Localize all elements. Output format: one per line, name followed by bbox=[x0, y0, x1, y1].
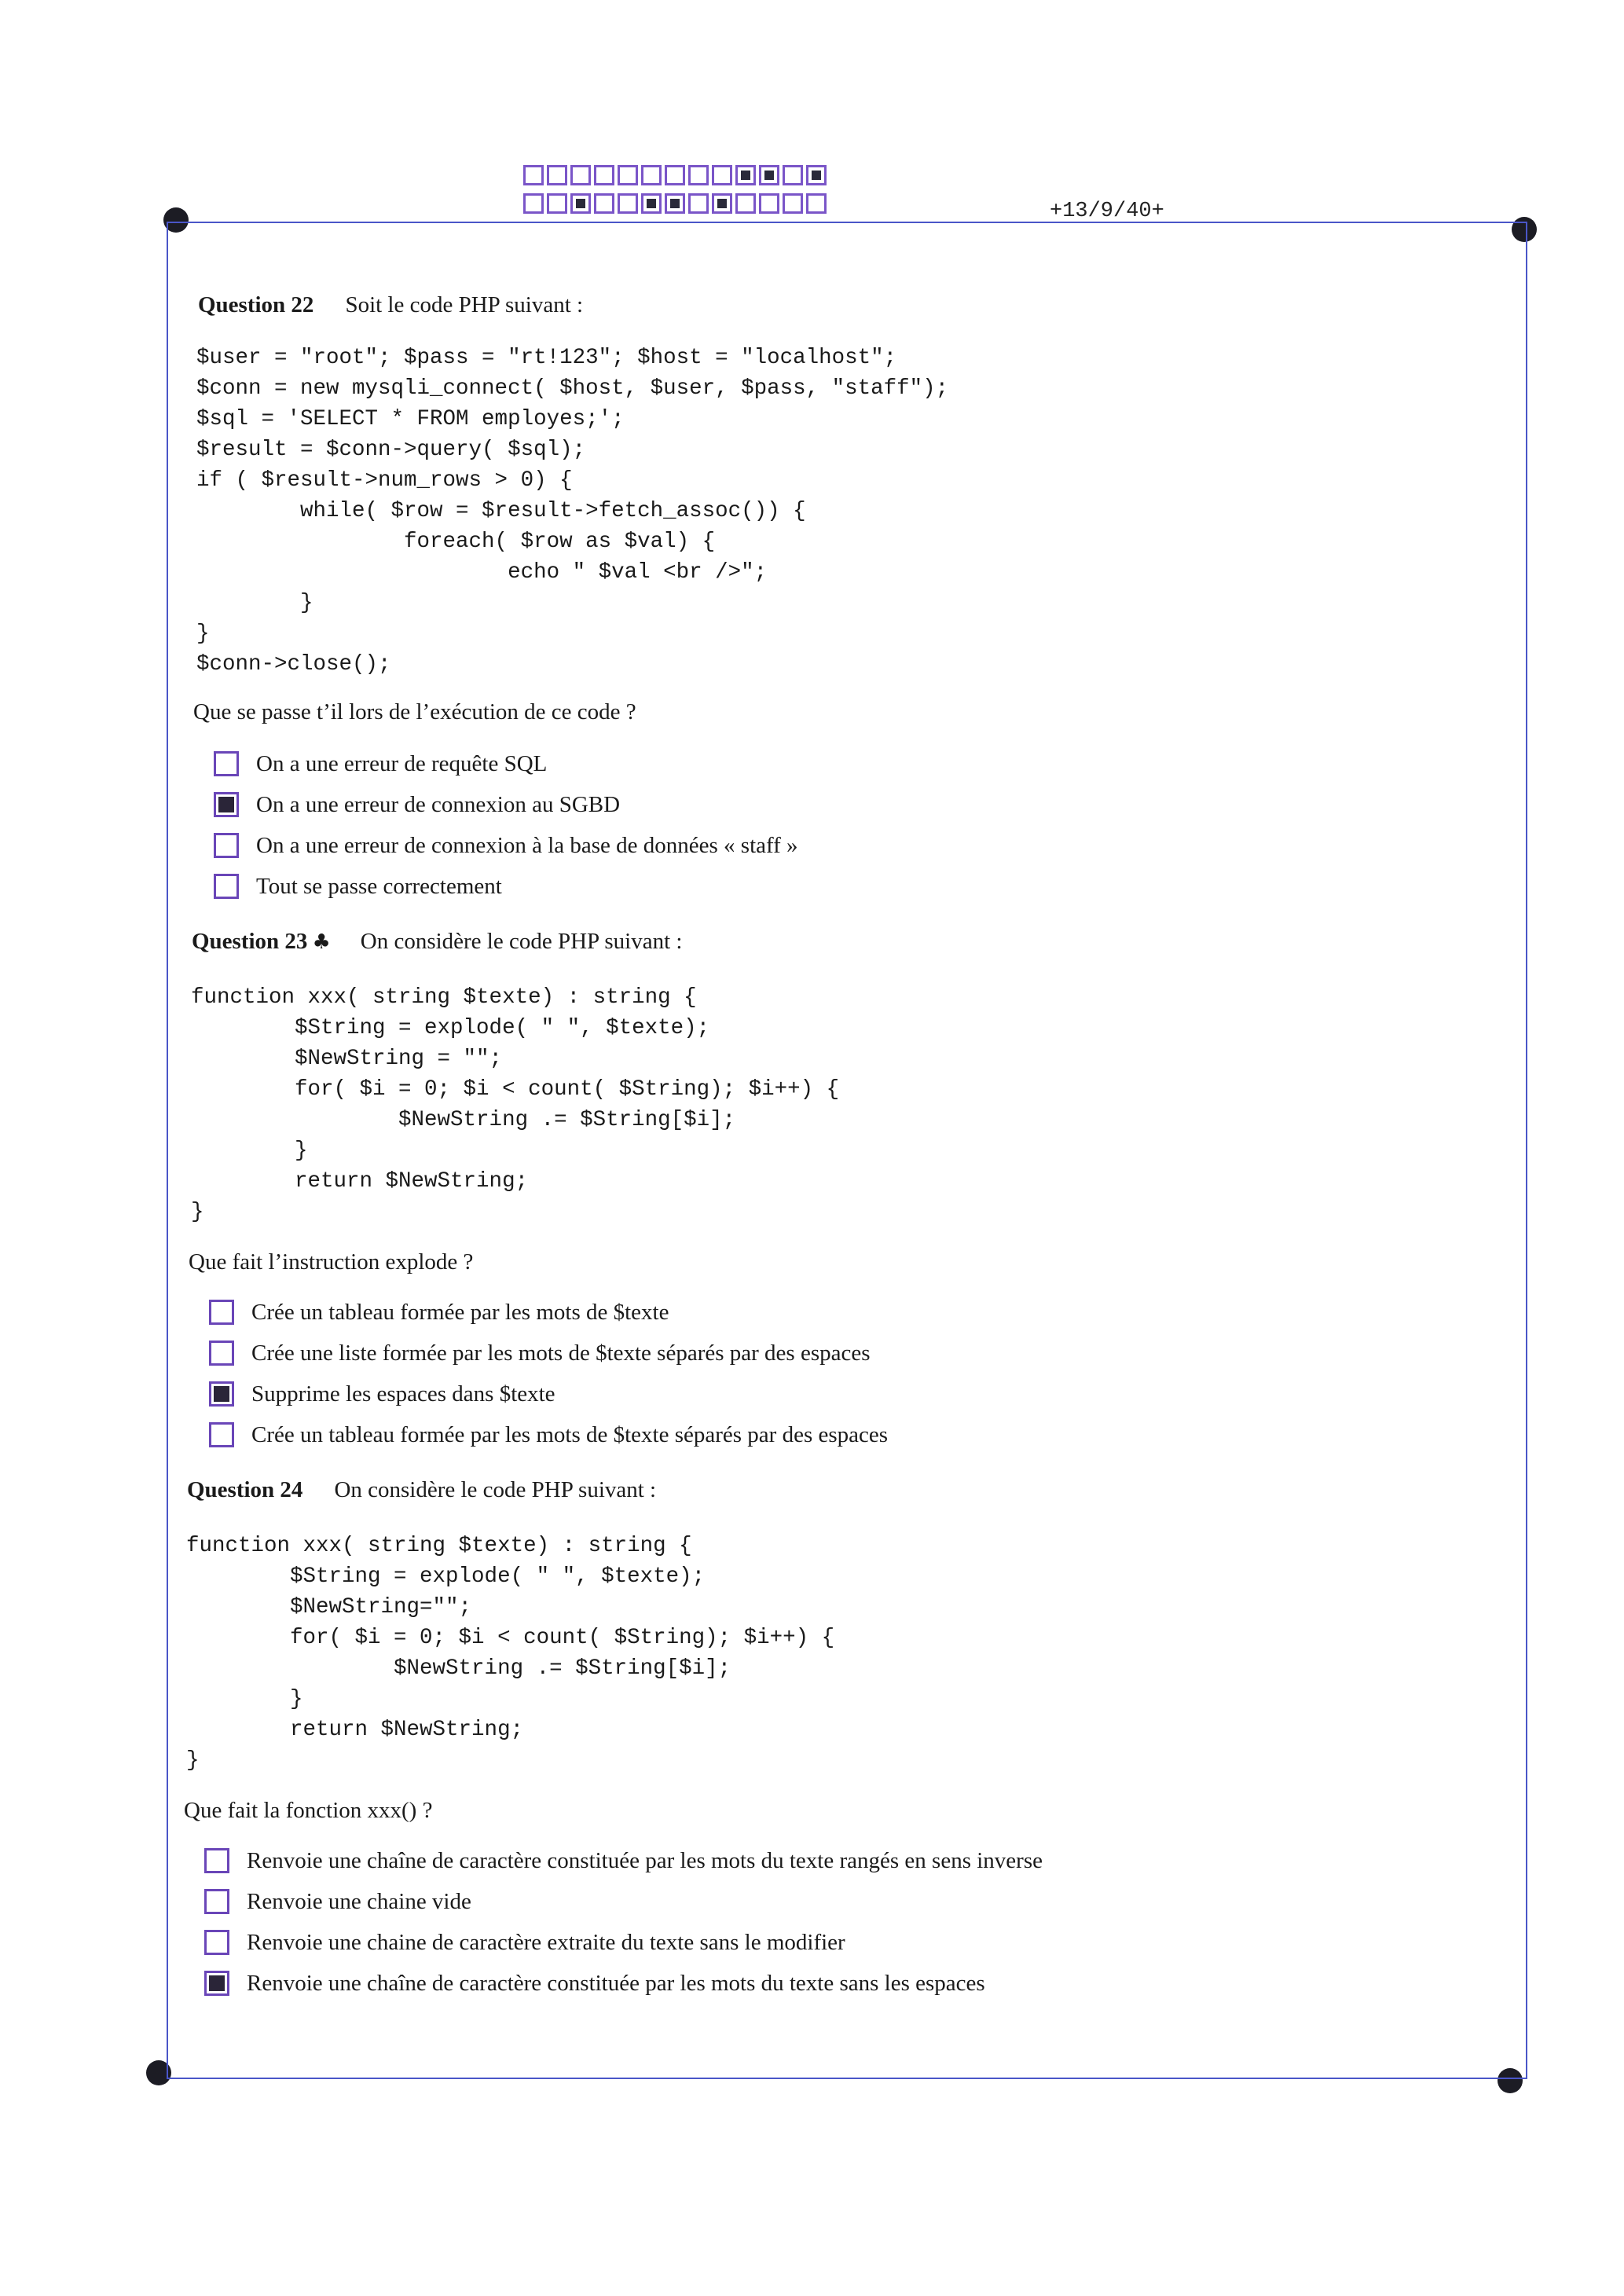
checkbox[interactable] bbox=[209, 1341, 234, 1366]
answer-label: Tout se passe correctement bbox=[256, 873, 502, 899]
answer-list bbox=[214, 743, 798, 907]
checkbox[interactable] bbox=[209, 1422, 234, 1447]
answer-label: Supprime les espaces dans $texte bbox=[251, 1381, 555, 1407]
checkbox[interactable] bbox=[214, 751, 239, 776]
checkbox[interactable] bbox=[209, 1300, 234, 1325]
answer-option[interactable] bbox=[204, 1963, 1043, 2004]
question-intro: Soit le code PHP suivant : bbox=[345, 292, 584, 317]
question-number: Question 24 bbox=[187, 1477, 303, 1502]
checkbox[interactable] bbox=[214, 874, 239, 899]
code-block: $user = "root"; $pass = "rt!123"; $host = "localhost"; $conn = new mysqli_connect( $host, $user, $pass, "staff"); $sql = 'SELECT * FROM employes;'; $result = $conn->query( $sql); if ( $result->num_rows > 0) { while( $row = $result->fetch_assoc()) { foreach( $row as $val) { echo " $val <br />"; } } $conn->close(); bbox=[196, 346, 949, 677]
question-23-header bbox=[192, 929, 682, 955]
checkbox[interactable] bbox=[204, 1848, 229, 1873]
answer-label: On a une erreur de connexion à la base de données « staff » bbox=[256, 832, 798, 858]
page-id-code: +13/9/40+ bbox=[1050, 200, 1164, 223]
answer-list bbox=[204, 1840, 1043, 2004]
club-icon: ♣ bbox=[312, 930, 331, 954]
checkbox[interactable] bbox=[214, 833, 239, 858]
answer-label: Renvoie une chaîne de caractère constituée par les mots du texte sans les espaces bbox=[247, 1970, 985, 1996]
answer-option[interactable] bbox=[214, 825, 798, 866]
answer-label: On a une erreur de connexion au SGBD bbox=[256, 791, 621, 817]
answer-option[interactable] bbox=[204, 1922, 1043, 1963]
answer-option[interactable] bbox=[214, 784, 798, 825]
checkbox[interactable] bbox=[204, 1930, 229, 1955]
question-22-header bbox=[198, 292, 583, 318]
checkbox[interactable] bbox=[204, 1889, 229, 1914]
question-prompt: Que fait la fonction xxx() ? bbox=[184, 1798, 433, 1823]
question-number: Question 23 bbox=[192, 929, 308, 954]
question-prompt: Que se passe t’il lors de l’exécution de ce code ? bbox=[193, 699, 636, 724]
answer-label: Crée un tableau formée par les mots de $texte séparés par des espaces bbox=[251, 1421, 889, 1447]
answer-label: Crée une liste formée par les mots de $texte séparés par des espaces bbox=[251, 1340, 871, 1366]
answer-option[interactable] bbox=[214, 866, 798, 907]
answer-option[interactable] bbox=[209, 1333, 888, 1374]
question-intro: On considère le code PHP suivant : bbox=[360, 929, 683, 954]
answer-option[interactable] bbox=[209, 1374, 888, 1414]
answer-option[interactable] bbox=[204, 1881, 1043, 1922]
checkbox[interactable] bbox=[209, 1381, 234, 1407]
checkbox[interactable] bbox=[204, 1971, 229, 1996]
code-block: function xxx( string $texte) : string { $String = explode( " ", $texte); $NewString=""; for( $i = 0; $i < count( $String); $i++) { $NewString .= $String[$i]; } return $NewString; } bbox=[186, 1534, 835, 1773]
answer-option[interactable] bbox=[209, 1292, 888, 1333]
answer-label: Renvoie une chaîne de caractère constituée par les mots du texte rangés en sens inverse bbox=[247, 1847, 1043, 1873]
answer-list bbox=[209, 1292, 888, 1455]
answer-label: On a une erreur de requête SQL bbox=[256, 750, 548, 776]
checkbox[interactable] bbox=[214, 792, 239, 817]
code-block: function xxx( string $texte) : string { $String = explode( " ", $texte); $NewString = ""; for( $i = 0; $i < count( $String); $i++) { $NewString .= $String[$i]; } return $NewString; } bbox=[191, 985, 840, 1224]
question-prompt: Que fait l’instruction explode ? bbox=[189, 1249, 474, 1275]
answer-label: Crée un tableau formée par les mots de $texte bbox=[251, 1299, 669, 1325]
answer-option[interactable] bbox=[209, 1414, 888, 1455]
question-intro: On considère le code PHP suivant : bbox=[334, 1477, 657, 1502]
answer-option[interactable] bbox=[204, 1840, 1043, 1881]
question-24-header bbox=[187, 1477, 656, 1503]
question-number: Question 22 bbox=[198, 292, 314, 317]
answer-label: Renvoie une chaine vide bbox=[247, 1888, 471, 1914]
answer-option[interactable] bbox=[214, 743, 798, 784]
answer-label: Renvoie une chaine de caractère extraite du texte sans le modifier bbox=[247, 1929, 845, 1955]
